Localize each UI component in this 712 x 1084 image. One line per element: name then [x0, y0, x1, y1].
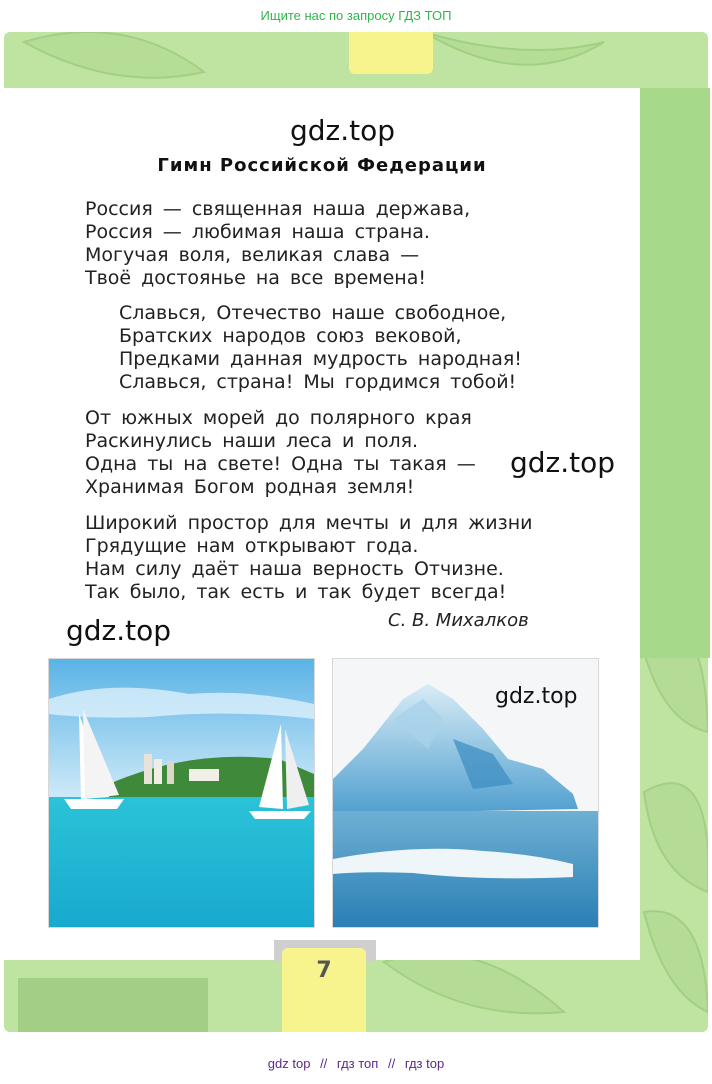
poem-line: Хранимая Богом родная земля!: [85, 476, 415, 498]
poem-line: От южных морей до полярного края: [85, 407, 472, 429]
poem-line: Славься, Отечество наше свободное,: [119, 302, 507, 324]
poem-line: Россия — любимая наша страна.: [85, 221, 430, 243]
poem-line: Предками данная мудрость народная!: [119, 348, 522, 370]
poem-line: Могучая воля, великая слава —: [85, 244, 420, 266]
footer-link-3[interactable]: гдз top: [404, 1056, 445, 1071]
watermark-photo: gdz.top: [495, 684, 578, 709]
top-tab: [349, 32, 433, 74]
watermark-right: gdz.top: [510, 446, 616, 479]
poem-line: Широкий простор для мечты и для жизни: [85, 512, 533, 534]
poem-line: Нам силу даёт наша верность Отчизне.: [85, 558, 504, 580]
page-number: 7: [282, 948, 366, 1032]
stanza-4: [85, 512, 533, 604]
poem-line: Россия — священная наша держава,: [85, 198, 471, 220]
footer-link-2[interactable]: гдз топ: [336, 1056, 379, 1071]
poem-title: Гимн Российской Федерации: [157, 155, 487, 176]
watermark-left: gdz.top: [66, 614, 172, 647]
footer-link-1[interactable]: gdz top: [267, 1056, 311, 1071]
watermark-top: gdz.top: [290, 114, 396, 147]
poem-author: С. В. Михалков: [388, 610, 529, 631]
footer-separator: //: [387, 1056, 396, 1071]
poem-line: Грядущие нам открывают года.: [85, 535, 419, 557]
top-banner[interactable]: Ищите нас по запросу ГДЗ ТОП: [260, 8, 452, 23]
poem-line: Так было, так есть и так будет всегда!: [85, 581, 507, 603]
stanza-2: [119, 302, 522, 394]
footer: [0, 1044, 712, 1082]
stanza-3: [85, 407, 476, 499]
stanza-1: [85, 198, 470, 290]
poem-line: Твоё достоянье на все времена!: [85, 267, 426, 289]
poem-line: Славься, страна! Мы гордимся тобой!: [119, 371, 517, 393]
poem-line: Раскинулись наши леса и поля.: [85, 430, 419, 452]
sea-sailboats-photo: [48, 658, 315, 928]
footer-separator: //: [320, 1056, 328, 1071]
bottom-decoration: [18, 978, 208, 1032]
right-strip: [640, 88, 710, 658]
sea-sailboats-illustration: [49, 659, 314, 927]
poem-line: Одна ты на свете! Одна ты такая —: [85, 453, 476, 475]
poem-line: Братских народов союз вековой,: [119, 325, 462, 347]
